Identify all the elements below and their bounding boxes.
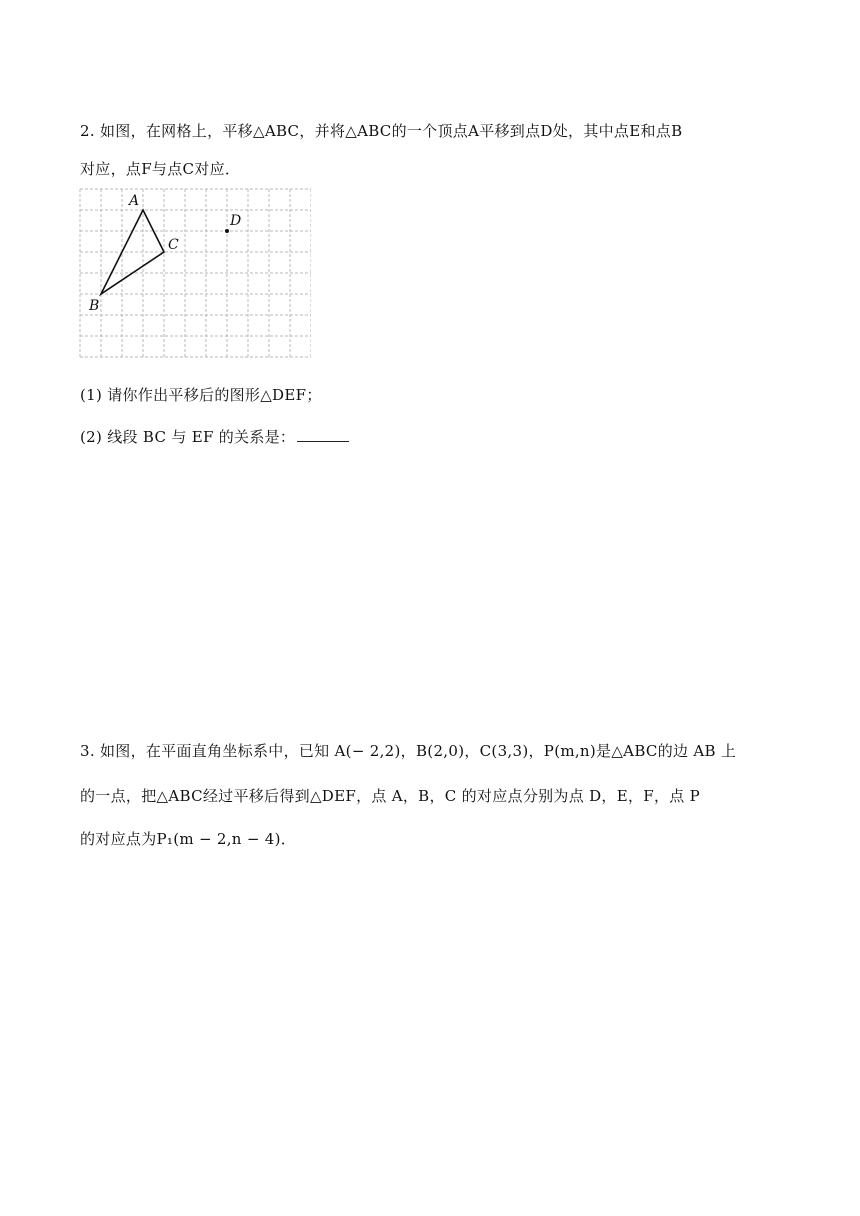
label-c: C <box>168 237 179 253</box>
q2-part1: (1) 请你作出平移后的图形△DEF； <box>80 386 322 404</box>
answer-blank[interactable] <box>297 427 349 442</box>
q3-stem-line3: 的对应点为P₁(m − 2,n − 4)． <box>80 830 297 848</box>
label-d: D <box>230 213 242 229</box>
q2-stem-line1: 2. 如图，在网格上，平移△ABC，并将△ABC的一个顶点A平移到点D处，其中点E和点B <box>80 122 683 140</box>
q3-stem-line2: 的一点，把△ABC经过平移后得到△DEF，点 A，B，C 的对应点分别为点 D，E，F，点 P <box>80 787 701 805</box>
grid-lines <box>80 189 311 357</box>
q2-stem-line2: 对应，点F与点C对应． <box>80 160 241 178</box>
q2-part2-text: (2) 线段 BC 与 EF 的关系是： <box>80 428 296 446</box>
q3-stem-line1: 3. 如图，在平面直角坐标系中，已知 A(− 2,2)，B(2,0)，C(3,3)，P(m,n)是△ABC的边 AB 上 <box>80 742 737 760</box>
label-a: A <box>129 193 140 209</box>
point-d <box>225 229 229 233</box>
q2-grid-figure <box>79 188 311 360</box>
q2-part2-row <box>80 426 349 447</box>
label-b: B <box>89 298 100 314</box>
grid-figure-svg <box>79 188 311 360</box>
